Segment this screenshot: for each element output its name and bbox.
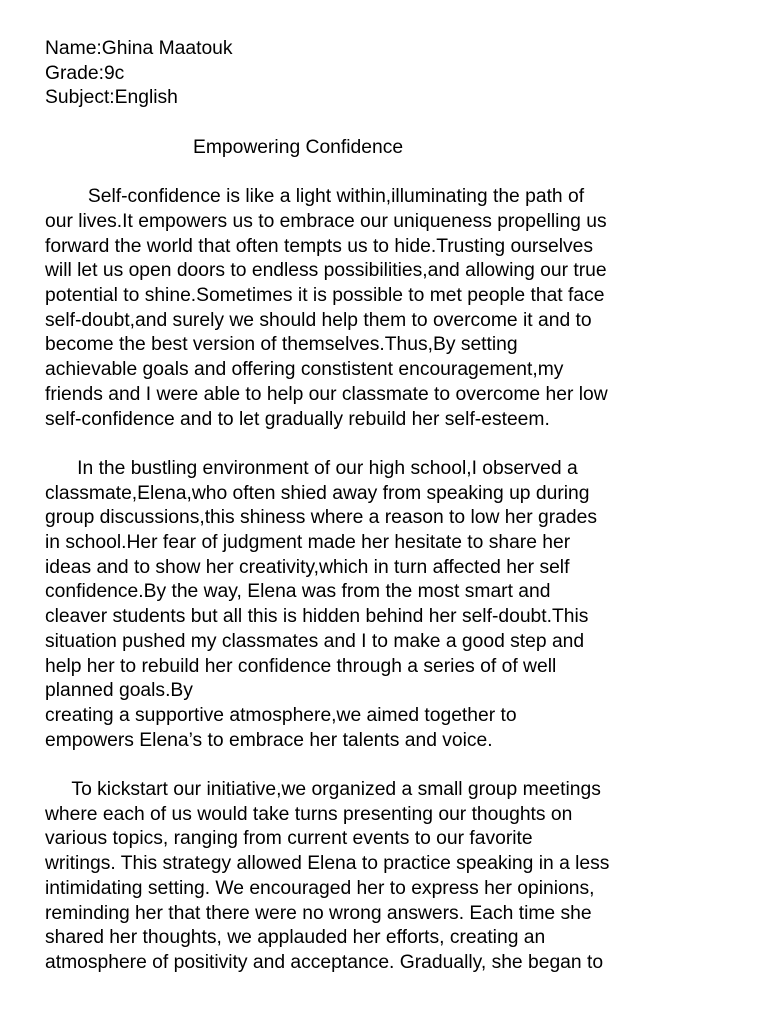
paragraph-line: potential to shine.Sometimes it is possible to met people that face — [45, 285, 605, 306]
paragraph-line: reminding her that there were no wrong answers. Each time she — [45, 902, 592, 924]
paragraph-line: creating a supportive atmosphere,we aimed together to — [45, 704, 517, 726]
student-name: Name:Ghina Maatouk — [45, 38, 233, 59]
paragraph-line: friends and I were able to help our classmate to overcome her low — [45, 383, 608, 405]
document-page — [45, 37, 735, 976]
paragraph-line: in school.Her fear of judgment made her hesitate to share her — [45, 532, 571, 554]
paragraph-line: become the best version of themselves.Thus,By setting — [45, 334, 518, 356]
paragraph-line: self-confidence and to let gradually rebuild her self-esteem. — [45, 408, 550, 430]
paragraph-line: forward the world that often tempts us to hide.Trusting ourselves — [45, 235, 593, 257]
paragraph-line: will let us open doors to endless possibilities,and allowing our true — [45, 260, 607, 282]
essay-paragraph — [45, 457, 735, 753]
paragraph-line: To kickstart our initiative,we organized a small group meetings — [45, 779, 601, 801]
paragraph-line: various topics, ranging from current events to our favorite — [45, 828, 533, 850]
paragraph-line: intimidating setting. We encouraged her to express her opinions, — [45, 877, 595, 899]
paragraph-gap — [45, 432, 735, 457]
paragraph-line: achievable goals and offering constistent encouragement,my — [45, 359, 564, 381]
paragraph-line: cleaver students but all this is hidden behind her self-doubt.This — [45, 606, 589, 628]
paragraph-line: atmosphere of positivity and acceptance. Gradually, she began to — [45, 951, 604, 973]
paragraph-line: confidence.By the way, Elena was from the most smart and — [45, 581, 551, 603]
paragraph-line: In the bustling environment of our high school,I observed a — [45, 457, 578, 479]
paragraph-line: ideas and to show her creativity,which in turn affected her self — [45, 556, 570, 578]
subject-line: Subject:English — [45, 87, 178, 109]
paragraph-gap — [45, 753, 735, 778]
paragraph-line: writings. This strategy allowed Elena to practice speaking in a less — [45, 853, 610, 875]
paragraph-line: situation pushed my classmates and I to make a good step and — [45, 630, 585, 652]
paragraph-line: our lives.It empowers us to embrace our uniqueness propelling us — [45, 210, 607, 232]
paragraph-line: self-doubt,and surely we should help them to overcome it and to — [45, 309, 592, 331]
essay-title: Empowering Confidence — [193, 136, 404, 158]
paragraph-line: where each of us would take turns presenting our thoughts on — [45, 803, 573, 825]
essay-body — [45, 185, 735, 975]
essay-paragraph — [45, 185, 735, 432]
document-header — [45, 37, 735, 111]
paragraph-line: shared her thoughts, we applauded her efforts, creating an — [45, 927, 546, 949]
paragraph-line: group discussions,this shiness where a reason to low her grades — [45, 507, 597, 529]
paragraph-line: empowers Elena’s to embrace her talents and voice. — [45, 729, 493, 751]
paragraph-line: planned goals.By — [45, 680, 193, 702]
paragraph-line: Self-confidence is like a light within,illuminating the path of — [45, 186, 585, 208]
student-grade: Grade:9c — [45, 62, 125, 84]
paragraph-line: help her to rebuild her confidence through a series of of well — [45, 655, 557, 677]
essay-paragraph — [45, 778, 735, 976]
paragraph-line: classmate,Elena,who often shied away from speaking up during — [45, 482, 590, 504]
